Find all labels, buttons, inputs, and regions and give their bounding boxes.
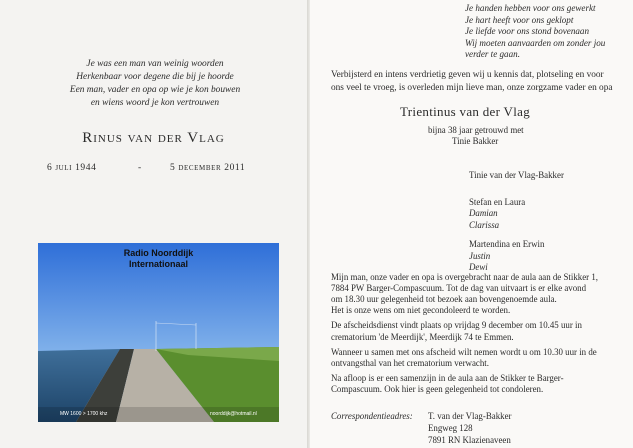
text-line: om 18.30 uur gelegenheid tot bezoek aan bovengenoemde aula. [331, 294, 557, 305]
text-line: crematorium 'de Meerdijk', Meerdijk 74 te Emmen. [331, 331, 514, 342]
radio-station-title [38, 248, 279, 270]
grandchild: Justin [469, 250, 491, 261]
spouse-name: Tinie Bakker [452, 136, 499, 146]
radio-frequency: MW 1600 > 1700 khz [60, 411, 108, 417]
poem-line: Je liefde voor ons stond bovenaan [465, 26, 590, 36]
grandchild: Clarissa [469, 219, 500, 230]
text-line: Na afloop is er een samenzijn in de aula aan de Stikker te Barger- [331, 372, 564, 383]
grandchild: Damian [469, 208, 498, 218]
death-date: 5 december 2011 [170, 163, 246, 173]
announcement-intro [331, 69, 626, 94]
poem-line: Wij moeten aanvaarden om zonder jou [465, 37, 606, 48]
grandchild: Dewi [469, 262, 488, 272]
text-line: Compascuum. Ook hier is geen gelegenheid tot condoleren. [331, 384, 544, 395]
text-line: 7884 PW Barger-Compascuum. Tot de dag van uitvaart is er elke avond [331, 282, 587, 293]
text-line: Mijn man, onze vader en opa is overgebracht naar de aula aan de Stikker 1, [331, 271, 598, 282]
poem-line: verder te gaan. [465, 49, 520, 59]
right-poem [465, 3, 605, 61]
widow-name: Tinie van der Vlag-Bakker [469, 170, 564, 180]
child-couple: Martendina en Erwin [469, 239, 545, 249]
address-line: T. van der Vlag-Bakker [428, 411, 512, 421]
poem-line: en wiens woord je kon vertrouwen [90, 98, 220, 108]
text-line: Het is onze wens om niet gecondoleerd te worden. [331, 305, 511, 316]
deceased-name-heading: Rinus van der Vlag [82, 130, 225, 146]
radio-email: noorddijk@hotmail.nl [210, 411, 257, 417]
correspondence-address [428, 410, 511, 446]
date-separator: - [138, 163, 142, 173]
radio-title-line: Internationaal [128, 259, 188, 269]
address-line: 7891 RN Klazienaveen [428, 435, 511, 445]
left-poem [40, 58, 270, 110]
poem-line: Je handen hebben voor ons gewerkt [465, 3, 596, 13]
poem-line: Een man, vader en opa op wie je kon bouwen [69, 85, 241, 95]
marriage-note [428, 125, 524, 147]
birth-date: 6 juli 1944 [47, 163, 97, 173]
poem-line: Je was een man van weinig woorden [86, 59, 224, 69]
poem-line: Je hart heeft voor ons geklopt [465, 14, 574, 25]
intro-line: ons veel te vroeg, is overleden mijn lieve man, onze zorgzame vader en opa [331, 82, 613, 93]
family-list [469, 170, 564, 274]
address-line: Engweg 128 [428, 423, 473, 433]
poem-line: Herkenbaar voor degene die bij je hoorde [76, 72, 234, 82]
marriage-line: bijna 38 jaar getrouwd met [428, 125, 524, 135]
text-line: De afscheidsdienst vindt plaats op vrijdag 9 december om 10.45 uur in [331, 320, 582, 331]
text-line: Wanneer u samen met ons afscheid wilt nemen wordt u om 10.30 uur in de [331, 346, 597, 357]
funeral-details [331, 268, 627, 399]
text-line: ontvangsthal van het crematorium verwacht. [331, 357, 489, 368]
intro-line: Verbijsterd en intens verdrietig geven wij u kennis dat, plotseling en voor [331, 70, 604, 80]
radio-title-line: Radio Noorddijk [123, 248, 194, 258]
deceased-full-name: Trientinus van der Vlag [400, 104, 531, 119]
child-couple: Stefan en Laura [469, 196, 526, 207]
correspondence-label: Correspondentieadres: [331, 411, 413, 421]
radio-photo [38, 243, 279, 422]
